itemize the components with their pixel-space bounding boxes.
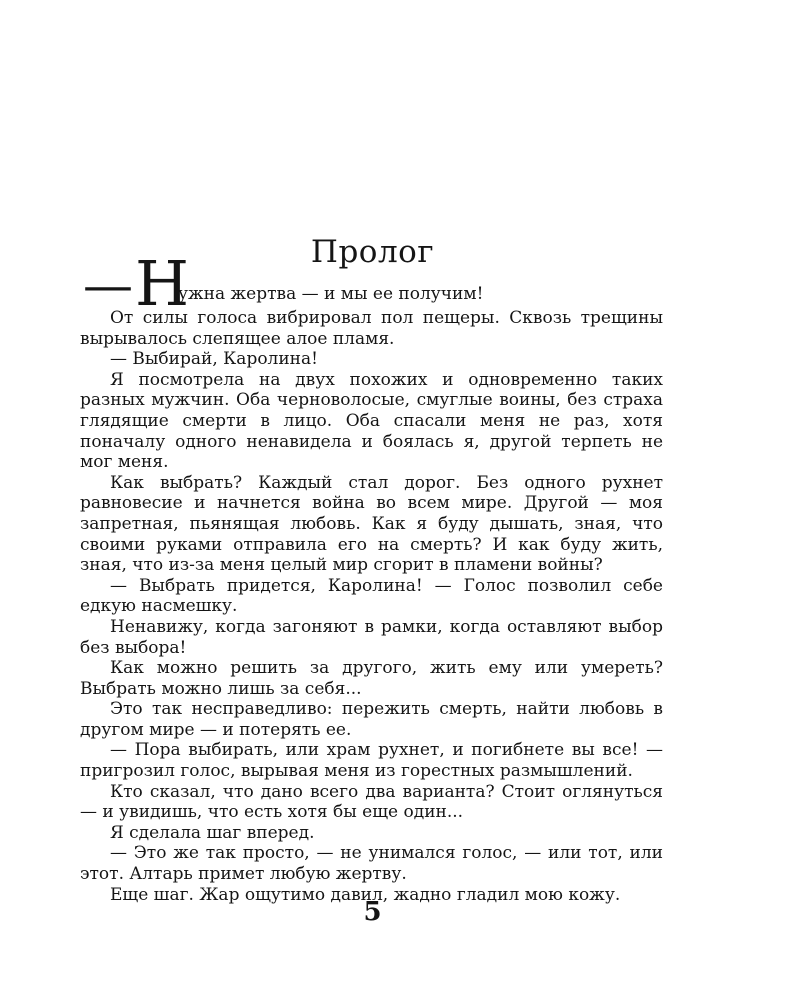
paragraph: Это так несправедливо: пережить смерть, найти любовь в другом мире — и потерять ее. — [80, 699, 663, 740]
paragraph: Кто сказал, что дано всего два варианта? Стоит оглянуться — и увидишь, что есть хотя бы еще один... — [80, 781, 663, 823]
page-number: 5 — [363, 897, 382, 927]
paragraph: Как можно решить за другого, жить ему или умереть? Выбрать можно лишь за себя... — [80, 658, 663, 699]
drop-cap: Н — [135, 247, 190, 320]
paragraph: — Пора выбирать, или храм рухнет, и погибнете вы все! — пригрозил голос, вырывая меня из горестных размышлений. — [80, 740, 663, 782]
paragraph: Как выбрать? Каждый стал дорог. Без одного рухнет равновесие и начнется война во всем мире. Другой — моя запретная, пьянящая любовь. Как я буду дышать, зная, что своими руками отправила его на смерть? И как буду жить, зная, что из-за меня целый мир сгорит в пламени войны? — [80, 472, 663, 576]
paragraph: Ненавижу, когда загоняют в рамки, когда оставляют выбор без выбора! — [80, 616, 663, 658]
chapter-title: Пролог — [310, 234, 435, 270]
paragraph: Я посмотрела на двух похожих и одновременно таких разных мужчин. Оба черноволосые, смуглые воины, без страха глядящие смерти в лицо. Оба спасали меня не раз, хотя поначалу одного ненавидела и боялась я, другой терпеть не мог меня. — [80, 369, 663, 473]
opening-text: ужна жертва — и мы ее получим! — [178, 284, 484, 304]
paragraph: Еще шаг. Жар ощутимо давил, жадно гладил мою кожу. — [110, 884, 621, 905]
paragraph: — Это же так просто, — не унимался голос, — или тот, или этот. Алтарь примет любую жертву. — [80, 843, 663, 885]
paragraph: Я сделала шаг вперед. — [110, 822, 315, 843]
opening-dash: — — [83, 256, 133, 314]
paragraph: От силы голоса вибрировал пол пещеры. Сквозь трещины вырывалось слепящее алое пламя. — [80, 308, 663, 349]
paragraph: — Выбрать придется, Каролина! — Голос позволил себе едкую насмешку. — [80, 575, 663, 617]
paragraph: — Выбирай, Каролина! — [110, 349, 318, 370]
